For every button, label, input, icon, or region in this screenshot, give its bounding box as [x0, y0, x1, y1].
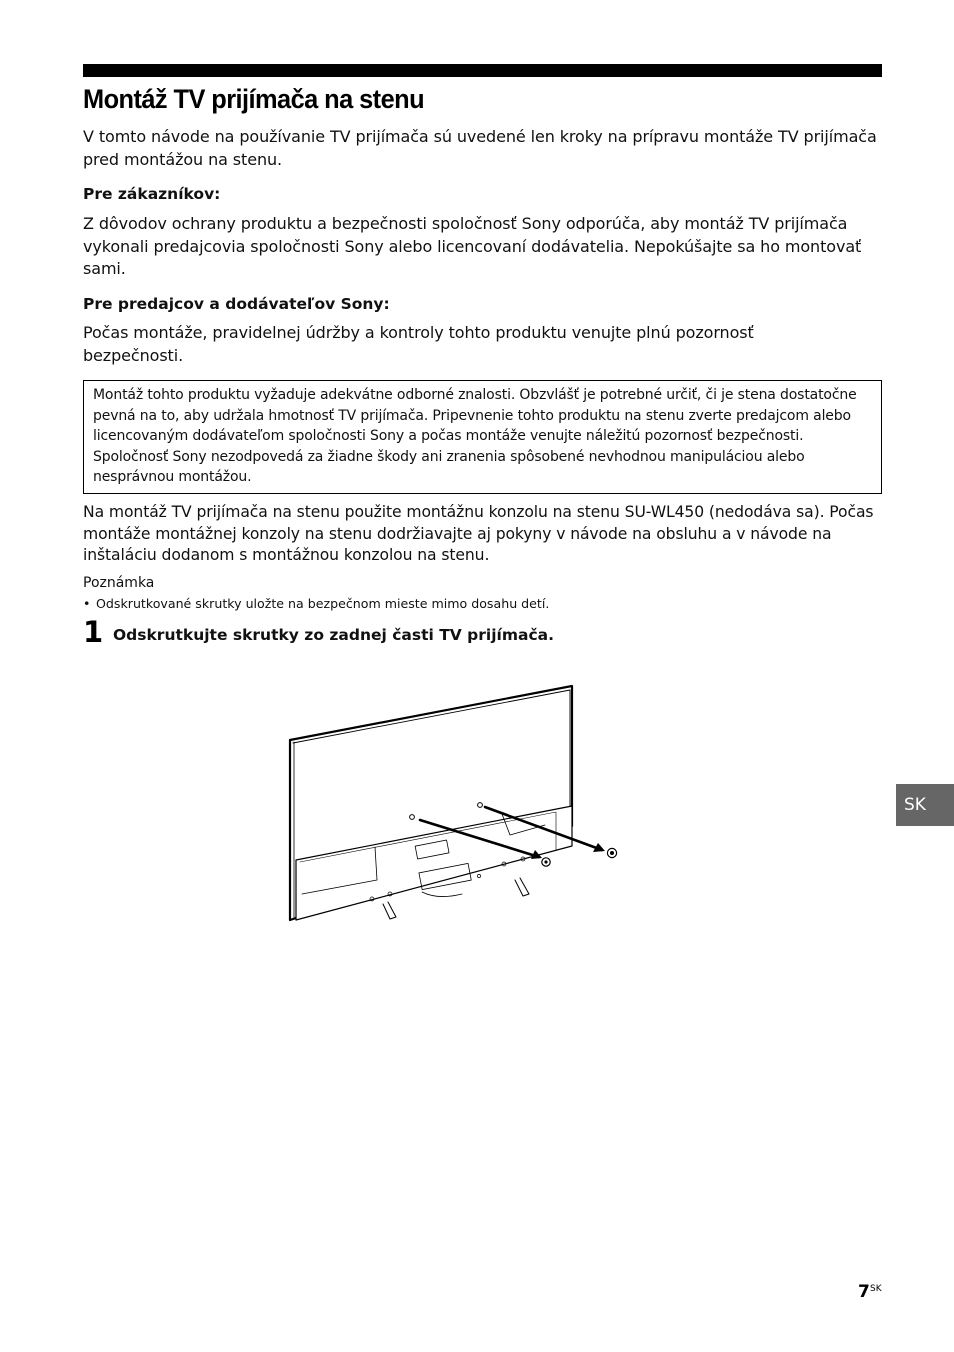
page-number: 7 [858, 1282, 870, 1302]
page-number-suffix: SK [870, 1284, 882, 1294]
dealers-paragraph: Počas montáže, pravidelnej údržby a kontroly tohto produktu venujte plnú pozornosť bezpečnosti. [83, 323, 754, 365]
warning-text: Montáž tohto produktu vyžaduje adekvátne odborné znalosti. Obzvlášť je potrebné určiť, či je stena dostatočne pevná na to, aby udržala hmotnosť TV prijímača. Pripevnenie tohto produktu na stenu zverte predajcom alebo licencovaným dodávateľom spoločnosti Sony a počas montáže venujte náležitú pozornosť bezpečnosti. Spoločnosť Sony nezodpovedá za žiadne škody ani zranenia spôsobené nevhodnou manipuláciou alebo nesprávnou montážou. [93, 387, 857, 486]
customers-heading: Pre zákazníkov: [83, 185, 221, 203]
step-1 [83, 617, 882, 649]
step-instruction: Odskrutkujte skrutky zo zadnej časti TV prijímača. [113, 626, 554, 644]
bracket-paragraph: Na montáž TV prijímača na stenu použite montážnu konzolu na stenu SU-WL450 (nedodáva sa). Počas montáže montážnej konzoly na stenu dodržiavajte aj pokyny v návode na obsluhu a v návode na inštaláciu dodanom s montážnou konzolou na stenu. [83, 503, 874, 564]
dealers-heading: Pre predajcov a dodávateľov Sony: [83, 295, 390, 313]
bullet-icon: • [83, 596, 91, 611]
note-label: Poznámka [83, 575, 155, 591]
tv-back-screw-removal-illustration [280, 674, 630, 929]
note-item-text: Odskrutkované skrutky uložte na bezpečnom mieste mimo dosahu detí. [96, 596, 550, 611]
page-title: Montáž TV prijímača na stenu [83, 84, 425, 114]
title-rule [83, 64, 882, 77]
customers-paragraph: Z dôvodov ochrany produktu a bezpečnosti spoločnosť Sony odporúča, aby montáž TV prijímača vykonali predajcovia spoločnosti Sony alebo licencovaní dodávatelia. Nepokúšajte sa ho montovať sami. [83, 214, 862, 278]
warning-box [83, 380, 882, 494]
language-tab: SK [896, 784, 954, 826]
intro-paragraph: V tomto návode na používanie TV prijímača sú uvedené len kroky na prípravu montáže TV prijímača pred montážou na stenu. [83, 127, 877, 169]
note-list-item [83, 595, 549, 613]
step-number: 1 [83, 615, 104, 649]
